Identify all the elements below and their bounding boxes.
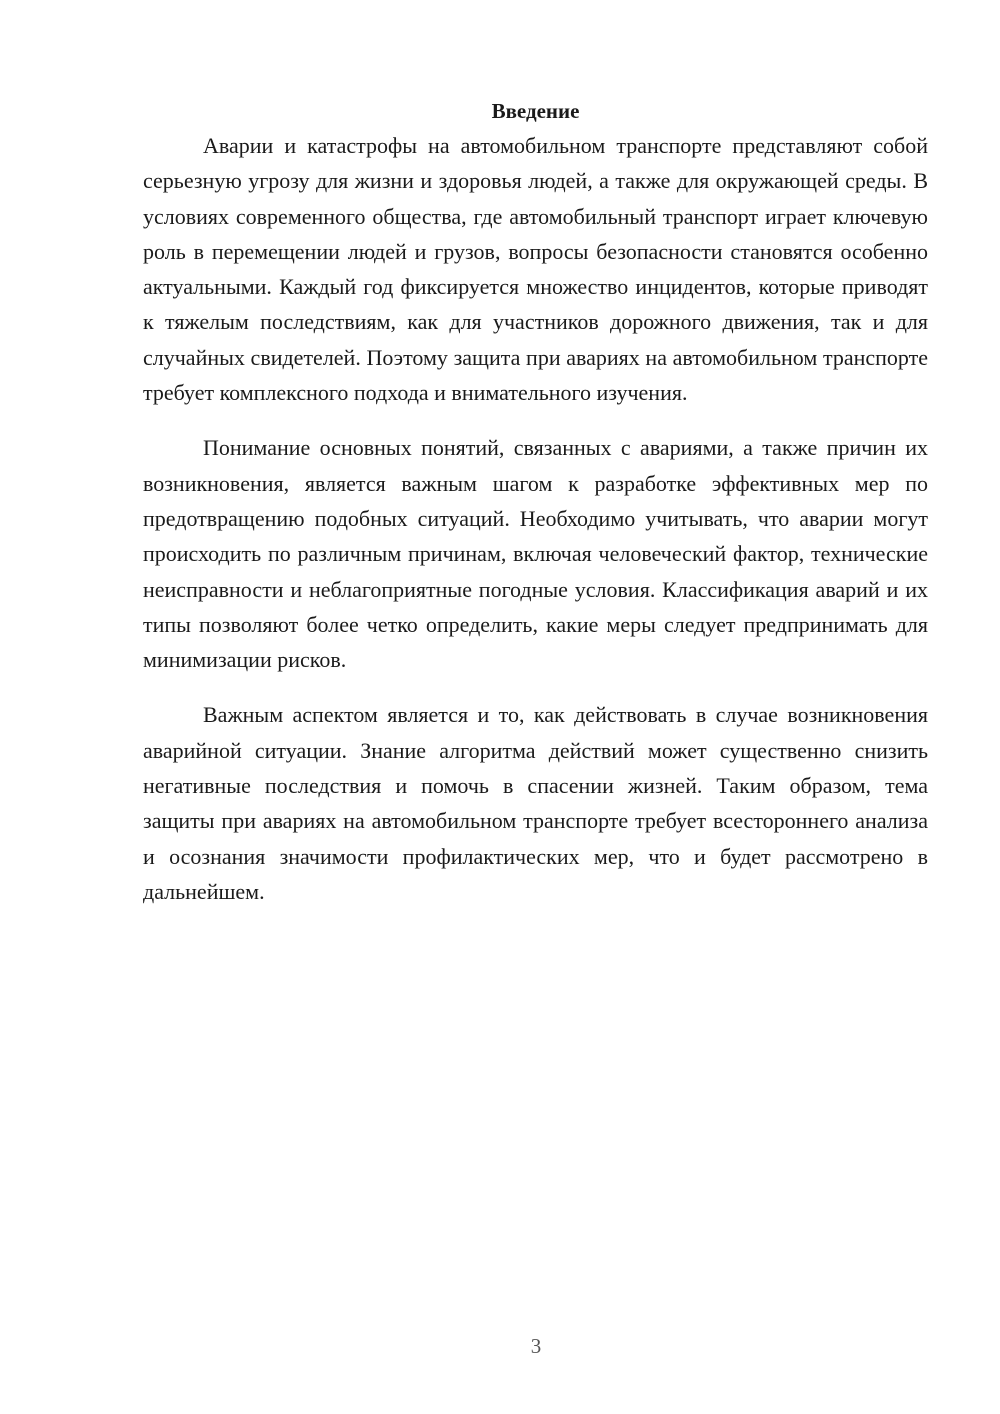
paragraph-2: Понимание основных понятий, связанных с авариями, а также причин их возникновения, является важным шагом к разработке эффективных мер по предотвращению подобных ситуаций. Необходимо учитывать, что аварии могут происходить по различным причинам, включая человеческий фактор, технические неисправности и неблагоприятные погодные условия. Классификация аварий и их типы позволяют более четко определить, какие меры следует предпринимать для минимизации рисков. [143,435,928,673]
page-number: 3 [530,1334,542,1358]
page-content [143,96,928,929]
paragraph-1: Аварии и катастрофы на автомобильном транспорте представляют собой серьезную угрозу для жизни и здоровья людей, а также для окружающей среды. В условиях современного общества, где автомобильный транспорт играет ключевую роль в перемещении людей и грузов, вопросы безопасности становятся особенно актуальными. Каждый год фиксируется множество инцидентов, которые приводят к тяжелым последствиям, как для участников дорожного движения, так и для случайных свидетелей. Поэтому защита при авариях на автомобильном транспорте требует комплексного подхода и внимательного изучения. [143,133,928,406]
section-heading: Введение [491,99,580,123]
paragraph-3: Важным аспектом является и то, как действовать в случае возникновения аварийной ситуации. Знание алгоритма действий может существенно снизить негативные последствия и помочь в спасении жизней. Таким образом, тема защиты при авариях на автомобильном транспорте требует всестороннего анализа и осознания значимости профилактических мер, что и будет рассмотрено в дальнейшем. [143,702,928,904]
